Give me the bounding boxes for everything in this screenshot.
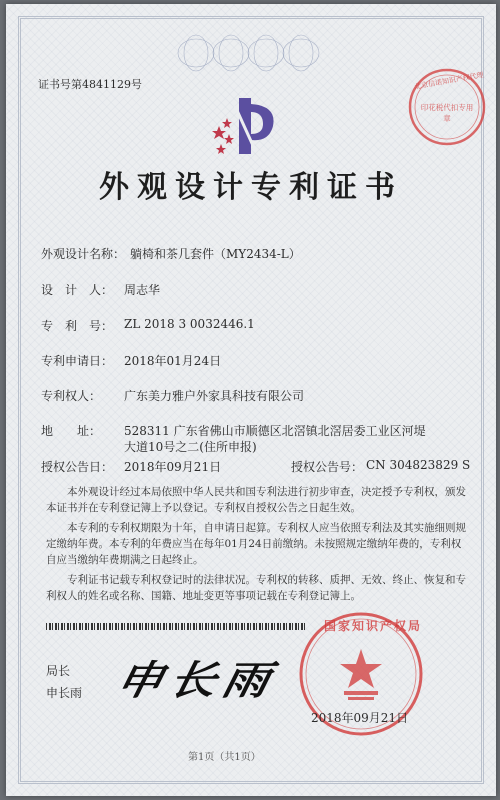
address-line-2: 大道10号之二(住所申报)	[124, 440, 257, 454]
paragraph-3: 专利证书记载专利权登记时的法律状况。专利权的转移、质押、无效、终止、恢复和专利权人的姓名或名称、国籍、地址变更等事项记载在专利登记簿上。	[46, 574, 466, 602]
address-line-1: 528311 广东省佛山市顺德区北滘镇北滘居委工业区河堤	[124, 424, 426, 438]
address-label: 地 址：	[41, 424, 102, 438]
paragraph-2: 本专利的专利权期限为十年，自申请日起算。专利权人应当依照专利法及其实施细则规定缴纳年费。本专利的年费应当在每年01月24日前缴纳。未按照规定缴纳年费的，专利权自应当缴纳年费期满之日起终止。	[46, 522, 466, 566]
patentee: 广东美力雅户外家具科技有限公司	[124, 389, 305, 403]
design-name-label: 外观设计名称：	[41, 247, 126, 261]
designer-label: 设 计 人：	[41, 283, 114, 297]
grant-pub-no-label: 授权公告号：	[291, 460, 364, 474]
handwritten-signature: 申长雨	[112, 657, 281, 704]
grant-date-label: 授权公告日：	[41, 460, 114, 474]
patentee-label: 专利权人：	[41, 389, 102, 403]
guilloche-ornament	[176, 34, 326, 72]
patent-number-label: 专 利 号：	[41, 319, 114, 333]
agency-stamp-inner: 印花税代扣专用章	[420, 103, 474, 123]
signature-name: 申长雨	[46, 686, 83, 700]
agency-stamp	[406, 66, 488, 148]
patent-number: ZL 2018 3 0032446.1	[124, 317, 255, 331]
grant-date: 2018年09月21日	[124, 460, 222, 474]
designer: 周志华	[124, 283, 161, 297]
paragraph-1: 本外观设计经过本局依照中华人民共和国专利法进行初步审查，决定授予专利权，颁发本证书并在专利登记簿上予以登记。专利权自授权公告之日起生效。	[46, 486, 466, 514]
seal-date: 2018年09月21日	[311, 711, 409, 725]
grant-pub-no: CN 304823829 S	[366, 458, 471, 472]
page-title: 外观设计专利证书	[99, 170, 403, 205]
design-name: 躺椅和茶几套件（MY2434-L）	[130, 247, 301, 261]
certificate-number: 证书号第4841129号	[38, 78, 142, 91]
barcode-strip	[46, 623, 306, 630]
agency-stamp-text: 北京信诺知识产权代理	[413, 70, 485, 92]
page-footer: 第1页（共1页）	[188, 752, 261, 763]
office-seal-text: 国家知识产权局	[324, 619, 423, 633]
filing-date-label: 专利申请日：	[41, 354, 114, 368]
certificate-paper	[6, 4, 496, 796]
filing-date: 2018年01月24日	[124, 354, 222, 368]
cnipa-logo-icon	[211, 96, 281, 158]
signature-role: 局长	[46, 664, 71, 678]
